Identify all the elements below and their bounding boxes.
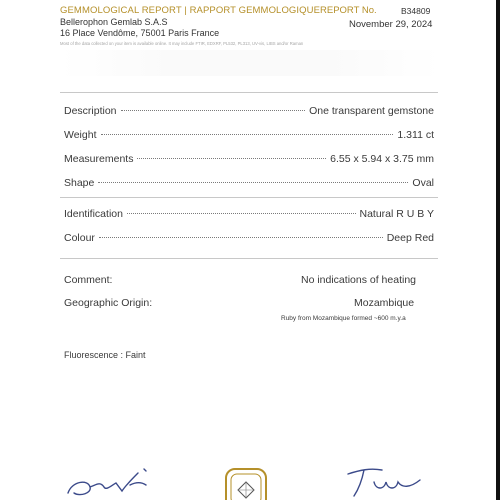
dot-leader xyxy=(98,182,408,183)
field-value: Natural R U B Y xyxy=(359,208,434,220)
field-value: One transparent gemstone xyxy=(309,105,434,117)
report-title: GEMMOLOGICAL REPORT | RAPPORT GEMMOLOGIQUE xyxy=(60,5,321,16)
field-label: Description xyxy=(64,105,117,117)
report-number: B34809 xyxy=(401,6,431,16)
field-label: Measurements xyxy=(64,153,134,165)
field-row-colour xyxy=(64,232,434,246)
gemlab-seal-icon xyxy=(223,466,269,500)
dot-leader xyxy=(99,237,383,238)
field-row-measurements xyxy=(64,153,434,167)
signature-right xyxy=(340,462,440,500)
field-row-identification xyxy=(64,208,434,222)
origin-note: Ruby from Mozambique formed ~600 m.y.a xyxy=(281,315,406,322)
field-row-weight xyxy=(64,129,434,143)
company-address: 16 Place Vendôme, 75001 Paris France xyxy=(60,28,220,38)
origin-value: Mozambique xyxy=(354,297,415,309)
dot-leader xyxy=(127,213,356,214)
report-date: November 29, 2024 xyxy=(349,19,433,30)
comment-value: No indications of heating xyxy=(301,274,416,286)
field-value: Oval xyxy=(412,177,434,189)
origin-label: Geographic Origin: xyxy=(64,297,153,309)
field-label: Colour xyxy=(64,232,95,244)
field-row-description xyxy=(64,105,434,119)
fluorescence-line: Fluorescence : Faint xyxy=(64,350,146,360)
field-label: Shape xyxy=(64,177,95,189)
dot-leader xyxy=(137,158,326,159)
signature-left xyxy=(60,455,175,500)
field-label: Identification xyxy=(64,208,123,220)
separator-top xyxy=(60,92,438,93)
dot-leader xyxy=(121,110,306,111)
field-row-shape xyxy=(64,177,434,191)
field-value: 6.55 x 5.94 x 3.75 mm xyxy=(330,153,434,165)
comment-label: Comment: xyxy=(64,274,113,286)
online-data-note: Most of the data collected on your item is available online. It may include FTIR, EDXRF, PL532, PL313, UV-vis, LIBS and/or Raman xyxy=(60,41,304,46)
field-label: Weight xyxy=(64,129,97,141)
field-value: Deep Red xyxy=(386,232,434,244)
report-number-label: REPORT No. xyxy=(320,5,377,16)
field-value: 1.311 ct xyxy=(397,129,434,141)
company-name: Bellerophon Gemlab S.A.S xyxy=(60,17,168,27)
separator-middle xyxy=(60,197,438,198)
page-edge xyxy=(496,0,500,500)
watermark-band xyxy=(60,50,440,76)
separator-bottom xyxy=(60,258,438,259)
dot-leader xyxy=(101,134,394,135)
